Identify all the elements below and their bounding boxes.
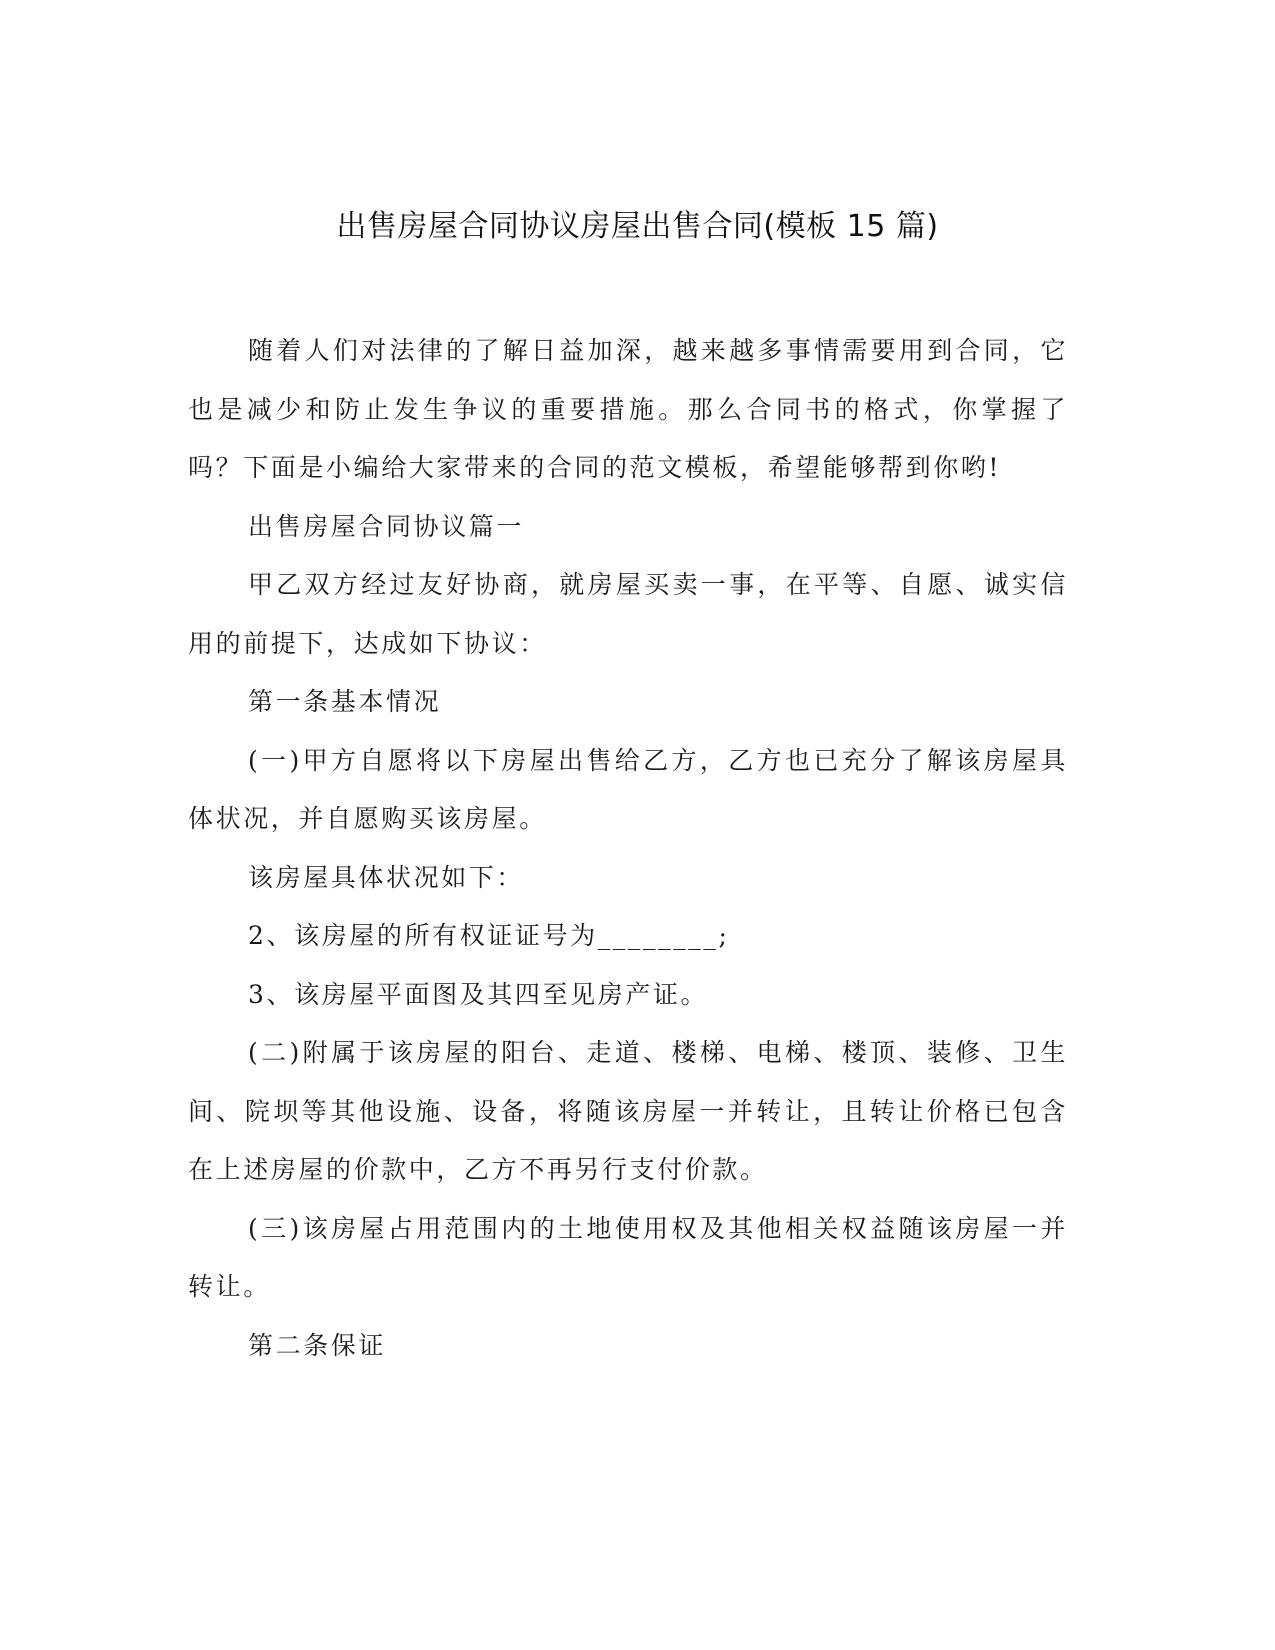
body-paragraph: (二)附属于该房屋的阳台、走道、楼梯、电梯、楼顶、装修、卫生间、院坝等其他设施、设备，将随该房屋一并转让，且转让价格已包含在上述房屋的价款中，乙方不再另行支付价款。 — [188, 1038, 1068, 1184]
document-body — [188, 322, 1068, 1375]
body-paragraph: (三)该房屋占用范围内的土地使用权及其他相关权益随该房屋一并转让。 — [188, 1213, 1068, 1301]
list-item: 3、该房屋平面图及其四至见房产证。 — [248, 979, 709, 1009]
list-item: 2、该房屋的所有权证证号为________; — [248, 921, 730, 950]
article-heading: 第一条基本情况 — [248, 687, 442, 716]
body-paragraph: 甲乙双方经过友好协商，就房屋买卖一事，在平等、自愿、诚实信用的前提下，达成如下协议： — [188, 570, 1068, 658]
body-paragraph: 该房屋具体状况如下： — [248, 862, 525, 892]
article-heading: 第二条保证 — [248, 1330, 387, 1360]
intro-paragraph: 随着人们对法律的了解日益加深，越来越多事情需要用到合同，它也是减少和防止发生争议的重要措施。那么合同书的格式，你掌握了吗？下面是小编给大家带来的合同的范文模板，希望能够帮到你哟! — [188, 336, 1068, 482]
section-heading: 出售房屋合同协议篇一 — [248, 511, 525, 541]
body-paragraph: (一)甲方自愿将以下房屋出售给乙方，乙方也已充分了解该房屋具体状况，并自愿购买该房屋。 — [188, 745, 1068, 833]
document-title: 出售房屋合同协议房屋出售合同(模板 15 篇) — [336, 209, 939, 244]
